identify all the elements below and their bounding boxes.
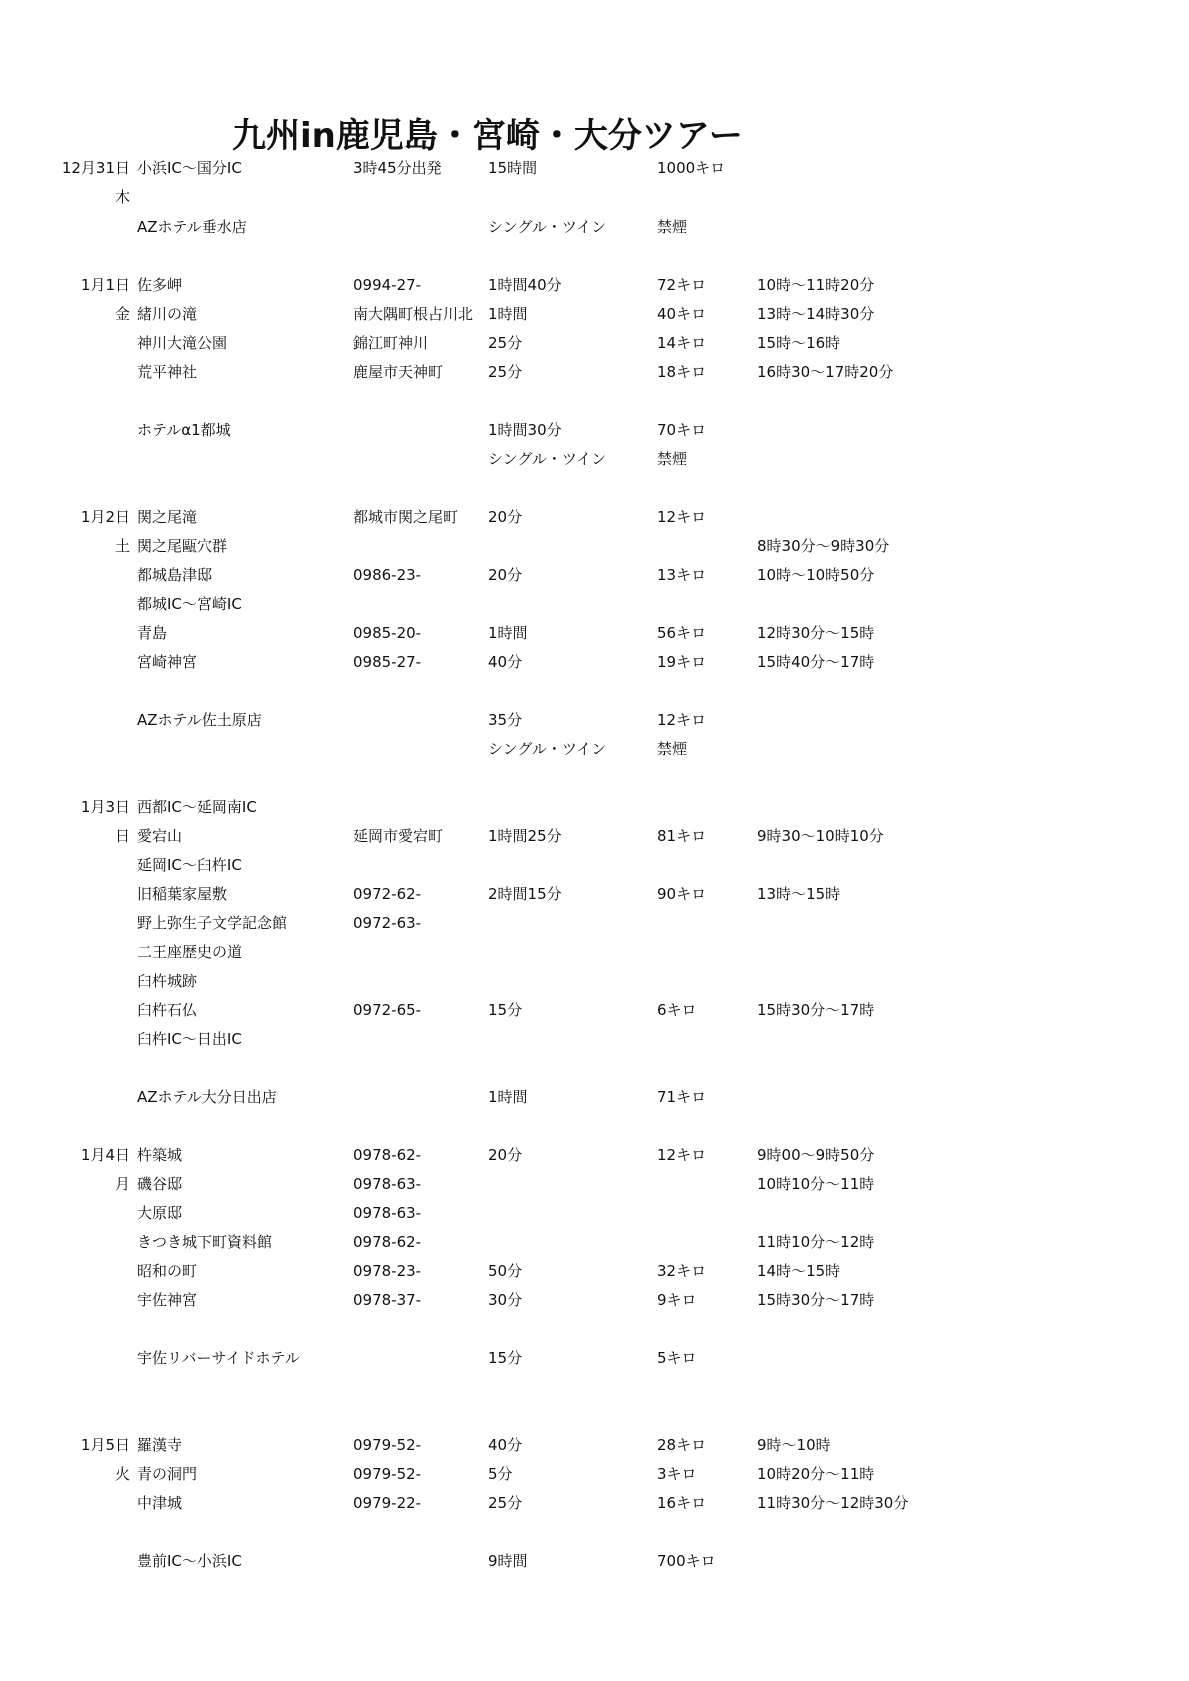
row-place: 大原邸 <box>137 1204 183 1222</box>
page-title: 九州in鹿児島・宮崎・大分ツアー <box>232 116 743 156</box>
row-visit-hours: 9時00〜9時50分 <box>757 1146 875 1164</box>
itinerary-row <box>0 620 1189 646</box>
itinerary-row <box>0 214 1189 240</box>
row-date: 1月1日 <box>80 276 130 294</box>
row-place: 臼杵石仏 <box>137 1001 198 1019</box>
row-address-phone: 南大隅町根占川北 <box>353 305 474 323</box>
row-travel-time: 15分 <box>488 1349 523 1367</box>
row-distance: 12キロ <box>657 508 707 526</box>
row-distance: 32キロ <box>657 1262 707 1280</box>
itinerary-row <box>0 794 1189 820</box>
row-address-phone: 延岡市愛宕町 <box>353 827 444 845</box>
row-place: 中津城 <box>137 1494 183 1512</box>
row-travel-time: 2時間15分 <box>488 885 562 903</box>
row-place: きつき城下町資料館 <box>137 1233 273 1251</box>
row-date: 金 <box>114 305 130 323</box>
row-visit-hours: 11時10分〜12時 <box>757 1233 875 1251</box>
row-distance: 18キロ <box>657 363 707 381</box>
row-visit-hours: 10時〜10時50分 <box>757 566 875 584</box>
itinerary-row <box>0 1200 1189 1226</box>
row-travel-time: 40分 <box>488 1436 523 1454</box>
itinerary-row <box>0 1229 1189 1255</box>
row-place: 羅漢寺 <box>137 1436 183 1454</box>
row-place: 神川大滝公園 <box>137 334 228 352</box>
row-visit-hours: 8時30分〜9時30分 <box>757 537 890 555</box>
row-distance: 16キロ <box>657 1494 707 1512</box>
row-address-phone: 鹿屋市天神町 <box>353 363 444 381</box>
row-date: 日 <box>114 827 130 845</box>
itinerary-row <box>0 736 1189 762</box>
row-travel-time: 20分 <box>488 566 523 584</box>
row-visit-hours: 14時〜15時 <box>757 1262 841 1280</box>
row-travel-time: シングル・ツイン <box>488 450 607 468</box>
row-date: 1月4日 <box>80 1146 130 1164</box>
row-travel-time: 20分 <box>488 508 523 526</box>
row-date: 1月5日 <box>80 1436 130 1454</box>
row-date: 火 <box>114 1465 130 1483</box>
itinerary-row <box>0 184 1189 210</box>
row-travel-time: 40分 <box>488 653 523 671</box>
row-place: 宮崎神宮 <box>137 653 198 671</box>
itinerary-row <box>0 1142 1189 1168</box>
row-date: 月 <box>114 1175 130 1193</box>
row-place: 旧稲葉家屋敷 <box>137 885 228 903</box>
row-place: 緒川の滝 <box>137 305 198 323</box>
row-address-phone: 0972-63- <box>353 914 422 932</box>
itinerary-row <box>0 1432 1189 1458</box>
row-place: 磯谷邸 <box>137 1175 183 1193</box>
row-place: 野上弥生子文学記念館 <box>137 914 288 932</box>
row-date: 木 <box>114 188 130 206</box>
row-travel-time: シングル・ツイン <box>488 740 607 758</box>
itinerary-row <box>0 881 1189 907</box>
row-distance: 12キロ <box>657 711 707 729</box>
row-place: 関之尾甌穴群 <box>137 537 228 555</box>
itinerary-row <box>0 272 1189 298</box>
row-address-phone: 0978-62- <box>353 1146 422 1164</box>
row-distance: 72キロ <box>657 276 707 294</box>
row-travel-time: 25分 <box>488 1494 523 1512</box>
row-travel-time: 1時間 <box>488 624 528 642</box>
itinerary-row <box>0 823 1189 849</box>
row-address-phone: 0978-23- <box>353 1262 422 1280</box>
itinerary-row <box>0 1345 1189 1371</box>
row-address-phone: 0986-23- <box>353 566 422 584</box>
row-place: AZホテル佐土原店 <box>137 711 262 729</box>
itinerary-row <box>0 1258 1189 1284</box>
itinerary-row <box>0 649 1189 675</box>
itinerary-row <box>0 417 1189 443</box>
row-travel-time: 1時間 <box>488 305 528 323</box>
row-visit-hours: 15時〜16時 <box>757 334 841 352</box>
row-place: ホテルα1都城 <box>137 421 231 439</box>
itinerary-row <box>0 330 1189 356</box>
row-travel-time: 35分 <box>488 711 523 729</box>
row-place: 豊前IC〜小浜IC <box>137 1552 242 1570</box>
row-address-phone: 3時45分出発 <box>353 159 442 177</box>
row-place: AZホテル垂水店 <box>137 218 247 236</box>
row-travel-time: 1時間 <box>488 1088 528 1106</box>
row-address-phone: 錦江町神川 <box>353 334 429 352</box>
itinerary-row <box>0 910 1189 936</box>
itinerary-row <box>0 997 1189 1023</box>
row-place: 青島 <box>137 624 168 642</box>
row-address-phone: 0978-63- <box>353 1204 422 1222</box>
row-place: 都城IC〜宮崎IC <box>137 595 242 613</box>
row-place: 都城島津邸 <box>137 566 213 584</box>
row-travel-time: 1時間25分 <box>488 827 562 845</box>
itinerary-row <box>0 1287 1189 1313</box>
row-address-phone: 0972-62- <box>353 885 422 903</box>
row-distance: 81キロ <box>657 827 707 845</box>
itinerary-row <box>0 155 1189 181</box>
row-distance: 禁煙 <box>657 740 688 758</box>
row-place: 青の洞門 <box>137 1465 198 1483</box>
row-distance: 5キロ <box>657 1349 697 1367</box>
row-visit-hours: 15時30分〜17時 <box>757 1291 875 1309</box>
row-travel-time: 15時間 <box>488 159 538 177</box>
row-place: 小浜IC〜国分IC <box>137 159 242 177</box>
row-travel-time: 25分 <box>488 334 523 352</box>
row-travel-time: 1時間30分 <box>488 421 562 439</box>
row-address-phone: 0979-52- <box>353 1465 422 1483</box>
row-place: 臼杵IC〜日出IC <box>137 1030 242 1048</box>
row-place: 宇佐神宮 <box>137 1291 198 1309</box>
row-place: 昭和の町 <box>137 1262 198 1280</box>
row-travel-time: 9時間 <box>488 1552 528 1570</box>
itinerary-row <box>0 359 1189 385</box>
itinerary-row <box>0 1461 1189 1487</box>
row-visit-hours: 16時30〜17時20分 <box>757 363 894 381</box>
row-place: 杵築城 <box>137 1146 183 1164</box>
itinerary-row <box>0 939 1189 965</box>
row-address-phone: 都城市関之尾町 <box>353 508 459 526</box>
row-visit-hours: 10時10分〜11時 <box>757 1175 875 1193</box>
row-place: AZホテル大分日出店 <box>137 1088 277 1106</box>
row-distance: 9キロ <box>657 1291 697 1309</box>
itinerary-row <box>0 1490 1189 1516</box>
row-distance: 700キロ <box>657 1552 716 1570</box>
row-visit-hours: 12時30分〜15時 <box>757 624 875 642</box>
row-address-phone: 0985-20- <box>353 624 422 642</box>
itinerary-row <box>0 852 1189 878</box>
row-address-phone: 0978-63- <box>353 1175 422 1193</box>
row-visit-hours: 11時30分〜12時30分 <box>757 1494 909 1512</box>
row-distance: 71キロ <box>657 1088 707 1106</box>
row-distance: 6キロ <box>657 1001 697 1019</box>
row-address-phone: 0979-22- <box>353 1494 422 1512</box>
itinerary-row <box>0 446 1189 472</box>
row-visit-hours: 13時〜15時 <box>757 885 841 903</box>
itinerary-row <box>0 1026 1189 1052</box>
row-travel-time: 5分 <box>488 1465 513 1483</box>
row-place: 宇佐リバーサイドホテル <box>137 1349 300 1367</box>
row-visit-hours: 10時〜11時20分 <box>757 276 875 294</box>
row-distance: 40キロ <box>657 305 707 323</box>
itinerary-row <box>0 301 1189 327</box>
row-travel-time: 15分 <box>488 1001 523 1019</box>
itinerary-row <box>0 562 1189 588</box>
row-distance: 70キロ <box>657 421 707 439</box>
row-address-phone: 0978-62- <box>353 1233 422 1251</box>
row-travel-time: 20分 <box>488 1146 523 1164</box>
row-address-phone: 0979-52- <box>353 1436 422 1454</box>
itinerary-row <box>0 504 1189 530</box>
row-travel-time: シングル・ツイン <box>488 218 607 236</box>
row-address-phone: 0985-27- <box>353 653 422 671</box>
row-distance: 禁煙 <box>657 450 688 468</box>
row-visit-hours: 9時30〜10時10分 <box>757 827 884 845</box>
row-place: 臼杵城跡 <box>137 972 198 990</box>
row-place: 荒平神社 <box>137 363 198 381</box>
row-distance: 28キロ <box>657 1436 707 1454</box>
row-distance: 90キロ <box>657 885 707 903</box>
row-travel-time: 25分 <box>488 363 523 381</box>
row-address-phone: 0994-27- <box>353 276 422 294</box>
row-address-phone: 0972-65- <box>353 1001 422 1019</box>
row-date: 土 <box>114 537 130 555</box>
row-travel-time: 30分 <box>488 1291 523 1309</box>
row-visit-hours: 9時〜10時 <box>757 1436 831 1454</box>
row-distance: 3キロ <box>657 1465 697 1483</box>
row-visit-hours: 15時30分〜17時 <box>757 1001 875 1019</box>
row-distance: 12キロ <box>657 1146 707 1164</box>
row-address-phone: 0978-37- <box>353 1291 422 1309</box>
row-distance: 1000キロ <box>657 159 726 177</box>
row-distance: 56キロ <box>657 624 707 642</box>
row-place: 延岡IC〜臼杵IC <box>137 856 242 874</box>
itinerary-row <box>0 1084 1189 1110</box>
row-distance: 禁煙 <box>657 218 688 236</box>
row-place: 西都IC〜延岡南IC <box>137 798 257 816</box>
row-distance: 19キロ <box>657 653 707 671</box>
row-place: 佐多岬 <box>137 276 183 294</box>
itinerary-row <box>0 1548 1189 1574</box>
row-place: 二王座歴史の道 <box>137 943 243 961</box>
row-place: 愛宕山 <box>137 827 183 845</box>
row-visit-hours: 15時40分〜17時 <box>757 653 875 671</box>
row-distance: 14キロ <box>657 334 707 352</box>
row-date: 12月31日 <box>61 159 130 177</box>
itinerary-row <box>0 968 1189 994</box>
row-date: 1月2日 <box>80 508 130 526</box>
row-travel-time: 1時間40分 <box>488 276 562 294</box>
row-place: 関之尾滝 <box>137 508 198 526</box>
row-visit-hours: 10時20分〜11時 <box>757 1465 875 1483</box>
row-date: 1月3日 <box>80 798 130 816</box>
itinerary-row <box>0 1171 1189 1197</box>
itinerary-row <box>0 533 1189 559</box>
row-visit-hours: 13時〜14時30分 <box>757 305 875 323</box>
itinerary-row <box>0 591 1189 617</box>
row-travel-time: 50分 <box>488 1262 523 1280</box>
row-distance: 13キロ <box>657 566 707 584</box>
itinerary-row <box>0 707 1189 733</box>
